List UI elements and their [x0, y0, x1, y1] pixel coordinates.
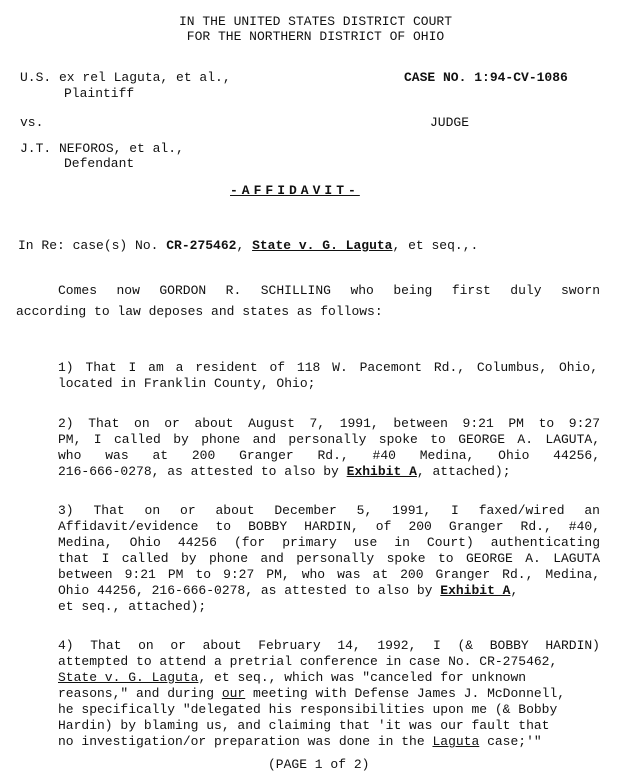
plaintiff-name: U.S. ex rel Laguta, et al., — [20, 70, 231, 85]
judge-label: JUDGE — [430, 115, 470, 130]
page-number: (PAGE 1 of 2) — [268, 757, 370, 772]
para4-line-7 — [58, 734, 542, 749]
para3-line-2: Affidavit/evidence to BOBBY HARDIN, of 200 Granger Rd., #40, — [58, 519, 600, 534]
para4-line-4 — [58, 686, 565, 701]
para3-line-6-text: Ohio 44256, 216-666-0278, as attested to also by — [58, 583, 441, 598]
para3-line-6 — [58, 583, 518, 598]
para4-line-3 — [58, 670, 526, 685]
para2-line-2: PM, I called by phone and personally spoke to GEORGE A. LAGUTA, — [58, 432, 600, 447]
in-re-suffix: , et seq.,. — [392, 238, 479, 253]
para4-line-4-tail: meeting with Defense James J. McDonnell, — [245, 686, 566, 701]
court-name: IN THE UNITED STATES DISTRICT COURT — [178, 14, 453, 29]
defendant-label: Defendant — [64, 156, 135, 171]
defendant-name: J.T. NEFOROS, et al., — [20, 141, 184, 156]
para2-line-4 — [58, 464, 511, 479]
para1-line-2: located in Franklin County, Ohio; — [58, 376, 316, 391]
para2-line-4-tail: , attached); — [416, 464, 511, 479]
para4-line-1: 4) That on or about February 14, 1992, I (& BOBBY HARDIN) — [58, 638, 600, 653]
in-re-prefix: In Re: case(s) No. — [18, 238, 167, 253]
exhibit-a-reference: Exhibit A — [440, 583, 511, 598]
para1-line-1: 1) That I am a resident of 118 W. Pacemont Rd., Columbus, Ohio, — [58, 360, 598, 375]
intro-line-2: according to law deposes and states as follows: — [16, 304, 383, 319]
para4-our-emphasis: our — [221, 686, 246, 701]
para4-line-7-tail: case;'" — [479, 734, 542, 749]
in-re-line — [18, 238, 478, 253]
para4-line-7-text: no investigation/or preparation was done in the — [58, 734, 433, 749]
para3-line-6-tail: , — [510, 583, 519, 598]
case-number: CASE NO. 1:94-CV-1086 — [404, 70, 568, 85]
para2-line-1: 2) That on or about August 7, 1991, between 9:21 PM to 9:27 — [58, 416, 600, 431]
in-re-case-style: State v. G. Laguta — [252, 238, 393, 253]
para2-line-3: who was at 200 Granger Rd., #40 Medina, Ohio 44256, — [58, 448, 600, 463]
para3-line-3: Medina, Ohio 44256 (for primary use in Court) authenticating — [58, 535, 600, 550]
document-title: -AFFIDAVIT- — [230, 183, 360, 198]
para3-line-1: 3) That on or about December 5, 1991, I faxed/wired an — [58, 503, 600, 518]
para4-line-6: Hardin) by blaming us, and claiming that 'it was our fault that — [58, 718, 550, 733]
para4-line-4-text: reasons," and during — [58, 686, 222, 701]
para4-line-5: he specifically "delegated his responsibilities upon me (& Bobby — [58, 702, 558, 717]
para4-line-3-text: , et seq., which was "canceled for unknown — [198, 670, 527, 685]
para3-line-4: that I called by phone and personally spoke to GEORGE A. LAGUTA — [58, 551, 600, 566]
in-re-separator: , — [236, 238, 253, 253]
exhibit-a-reference: Exhibit A — [346, 464, 417, 479]
in-re-case-number: CR-275462 — [166, 238, 237, 253]
para2-line-4-text: 216-666-0278, as attested to also by — [58, 464, 347, 479]
para4-line-2: attempted to attend a pretrial conference in case No. CR-275462, — [58, 654, 558, 669]
para4-case-style: State v. G. Laguta — [58, 670, 199, 685]
intro-line-1: Comes now GORDON R. SCHILLING who being first duly sworn — [58, 283, 600, 298]
court-district: FOR THE NORTHERN DISTRICT OF OHIO — [186, 29, 445, 44]
para4-laguta-case: Laguta — [432, 734, 480, 749]
plaintiff-label: Plaintiff — [64, 86, 135, 101]
para3-line-5: between 9:21 PM to 9:27 PM, who was at 200 Granger Rd., Medina, — [58, 567, 600, 582]
versus: vs. — [20, 115, 44, 130]
para3-line-7: et seq., attached); — [58, 599, 207, 614]
